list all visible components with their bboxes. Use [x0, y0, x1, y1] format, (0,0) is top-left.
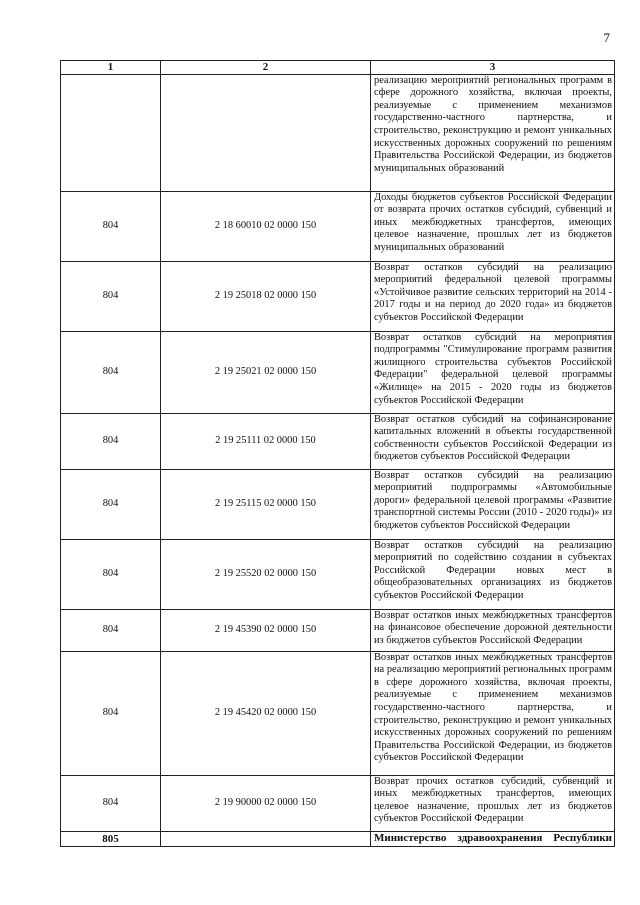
description-cell: Возврат остатков субсидий на реализацию мероприятий федеральной целевой программы «Устойчивое развитие сельских территорий на 2014 - 2017 годы и на период до 2020 года» из бюджетов субъектов Российской Федерации [371, 261, 615, 331]
description-cell: Министерство здравоохранения Республики [371, 831, 615, 847]
description-cell: Возврат остатков субсидий на мероприятия подпрограммы "Стимулирование программ развития жилищного строительства субъектов Российской Федерации" федеральной целевой программы «Жилище» на 2015 - 2020 годы из бюджетов субъектов Российской Федерации [371, 331, 615, 413]
page-number: 7 [603, 30, 610, 45]
description-cell: Возврат остатков иных межбюджетных трансфертов на финансовое обеспечение дорожной деятельности из бюджетов субъектов Российской Федерации [371, 609, 615, 651]
admin-code-cell: 804 [61, 331, 161, 413]
description-cell: Возврат остатков субсидий на софинансирование капитальных вложений в объекты государственной собственности субъектов Российской Федерации из бюджетов субъектов Российской Федерации [371, 413, 615, 469]
description-cell: Доходы бюджетов субъектов Российской Федерации от возврата прочих остатков субсидий, субвенций и иных межбюджетных трансфертов, имеющих целевое назначение, прошлых лет из бюджетов муниципальных образований [371, 191, 615, 261]
budget-code-cell: 2 19 25115 02 0000 150 [161, 469, 371, 539]
admin-code-cell: 804 [61, 651, 161, 775]
table-row [61, 413, 615, 469]
admin-code-cell [61, 74, 161, 191]
budget-code-cell: 2 19 45390 02 0000 150 [161, 609, 371, 651]
admin-code-cell: 804 [61, 775, 161, 831]
column-header: 3 [371, 61, 615, 75]
budget-code-cell: 2 18 60010 02 0000 150 [161, 191, 371, 261]
column-header: 2 [161, 61, 371, 75]
admin-code-cell: 804 [61, 191, 161, 261]
budget-code-cell: 2 19 90000 02 0000 150 [161, 775, 371, 831]
description-cell: Возврат прочих остатков субсидий, субвенций и иных межбюджетных трансфертов, имеющих целевое назначение, прошлых лет из бюджетов субъектов Российской Федерации [371, 775, 615, 831]
table-row [61, 331, 615, 413]
table-row [61, 469, 615, 539]
table-row [61, 74, 615, 191]
budget-code-cell: 2 19 25021 02 0000 150 [161, 331, 371, 413]
description-cell: Возврат остатков субсидий на реализацию мероприятий подпрограммы «Автомобильные дороги» федеральной целевой программы «Развитие транспортной системы России (2010 - 2020 годы)» из бюджетов субъектов Российской Федерации [371, 469, 615, 539]
revenue-codes-table [60, 60, 615, 847]
table-row [61, 539, 615, 609]
table-row [61, 261, 615, 331]
table-header-row [61, 61, 615, 75]
table-row [61, 191, 615, 261]
description-cell: Возврат остатков иных межбюджетных трансфертов на реализацию мероприятий региональных программ в сфере дорожного хозяйства, включая проекты, реализуемые с применением механизмов государственно-частного партнерства, и строительство, реконструкцию и ремонт уникальных искусственных дорожных сооружений по решениям Правительства Российской Федерации, из бюджетов субъектов Российской Федерации [371, 651, 615, 775]
admin-code-cell: 804 [61, 609, 161, 651]
admin-code-cell: 804 [61, 413, 161, 469]
table-row [61, 651, 615, 775]
budget-code-cell: 2 19 45420 02 0000 150 [161, 651, 371, 775]
budget-code-cell [161, 831, 371, 847]
budget-code-cell: 2 19 25018 02 0000 150 [161, 261, 371, 331]
description-cell: реализацию мероприятий региональных программ в сфере дорожного хозяйства, включая проекты, реализуемые с применением механизмов государственно-частного партнерства, и строительство, реконструкцию и ремонт уникальных искусственных дорожных сооружений по решениям Правительства Российской Федерации, из бюджетов муниципальных образований [371, 74, 615, 191]
table-row [61, 775, 615, 831]
budget-code-cell: 2 19 25520 02 0000 150 [161, 539, 371, 609]
table-row [61, 609, 615, 651]
admin-code-cell: 804 [61, 469, 161, 539]
budget-code-cell: 2 19 25111 02 0000 150 [161, 413, 371, 469]
admin-code-cell: 804 [61, 539, 161, 609]
admin-code-cell: 804 [61, 261, 161, 331]
table-row [61, 831, 615, 847]
description-cell: Возврат остатков субсидий на реализацию мероприятий по содействию создания в субъектах Российской Федерации новых мест в общеобразовательных организациях из бюджетов субъектов Российской Федерации [371, 539, 615, 609]
admin-code-cell: 805 [61, 831, 161, 847]
budget-code-cell [161, 74, 371, 191]
column-header: 1 [61, 61, 161, 75]
